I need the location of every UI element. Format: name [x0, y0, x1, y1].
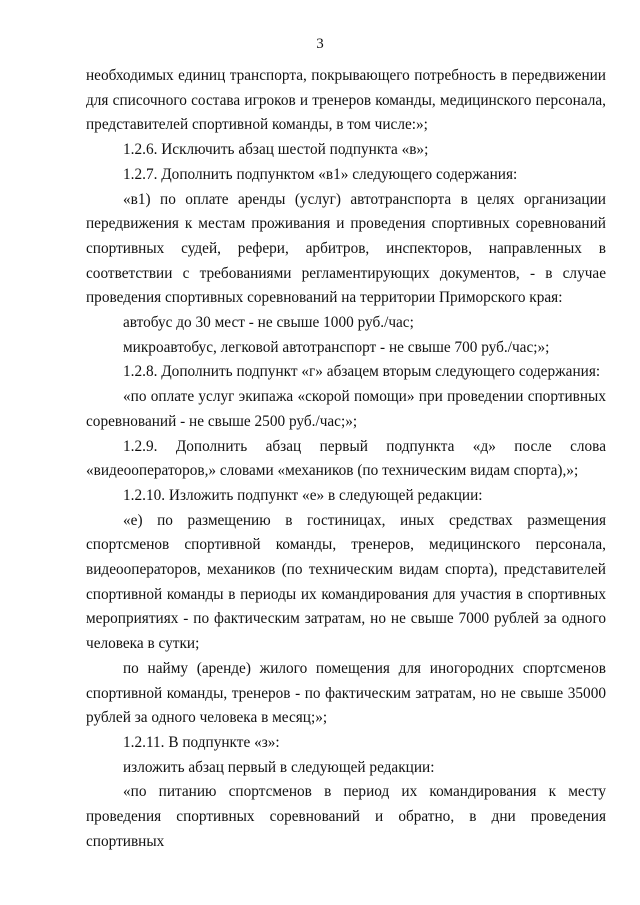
paragraph-transport-continuation: необходимых единиц транспорта, покрывающего потребность в передвижении для списочного состава игроков и тренеров команды, медицинского персонала, представителей спортивной команды, в том числе:»; [86, 67, 606, 134]
paragraph-minibus-rate: микроавтобус, легковой автотранспорт - не свыше 700 руб./час;»; [123, 338, 550, 356]
paragraph-1-2-11: 1.2.11. В подпункте «з»: [123, 733, 280, 751]
document-body [86, 64, 606, 855]
paragraph-ambulance: «по оплате услуг экипажа «скорой помощи» при проведении спортивных соревнований - не свыше 2500 руб./час;»; [86, 388, 606, 430]
paragraph-1-2-9: 1.2.9. Дополнить абзац первый подпункта «д» после слова «видеооператоров,» словами «механиков (по техническим видам спорта),»; [86, 437, 606, 480]
paragraph-1-2-8: 1.2.8. Дополнить подпункт «г» абзацем вторым следующего содержания: [123, 363, 601, 381]
paragraph-1-2-7: 1.2.7. Дополнить подпунктом «в1» следующего содержания: [123, 165, 518, 183]
paragraph-bus-rate: автобус до 30 мест - не свыше 1000 руб./час; [123, 314, 414, 332]
paragraph-1-2-10: 1.2.10. Изложить подпункт «е» в следующей редакции: [123, 486, 483, 504]
paragraph-first-abzac: изложить абзац первый в следующей редакции: [123, 758, 435, 776]
paragraph-e-accommodation: «е) по размещению в гостиницах, иных средствах размещения спортсменов спортивной команды, тренеров, медицинского персонала, видеооператоров, механиков (по техническим видам спорта), представителей спортивной команды в периоды их командирования для участия в спортивных мероприятиях - по фактическим затратам, но не свыше 7000 рублей за одного человека в сутки; [86, 511, 606, 653]
paragraph-housing-rent: по найму (аренде) жилого помещения для иногородних спортсменов спортивной команды, тренеров - по фактическим затратам, но не свыше 35000 рублей за одного человека в месяц;»; [86, 659, 606, 727]
page-number: 3 [316, 36, 324, 52]
paragraph-meals: «по питанию спортсменов в период их командирования к месту проведения спортивных соревнований и обратно, в дни проведения спортивных [86, 783, 606, 850]
paragraph-1-2-6: 1.2.6. Исключить абзац шестой подпункта «в»; [123, 141, 429, 159]
paragraph-v1-rent: «в1) по оплате аренды (услуг) автотранспорта в целях организации передвижения к местам проживания и проведения спортивных соревнований спортивных судей, рефери, арбитров, инспекторов, направленных в соответствии с требованиями регламентирующих документов, - в случае проведения спортивных соревнований на территории Приморского края: [86, 190, 606, 307]
